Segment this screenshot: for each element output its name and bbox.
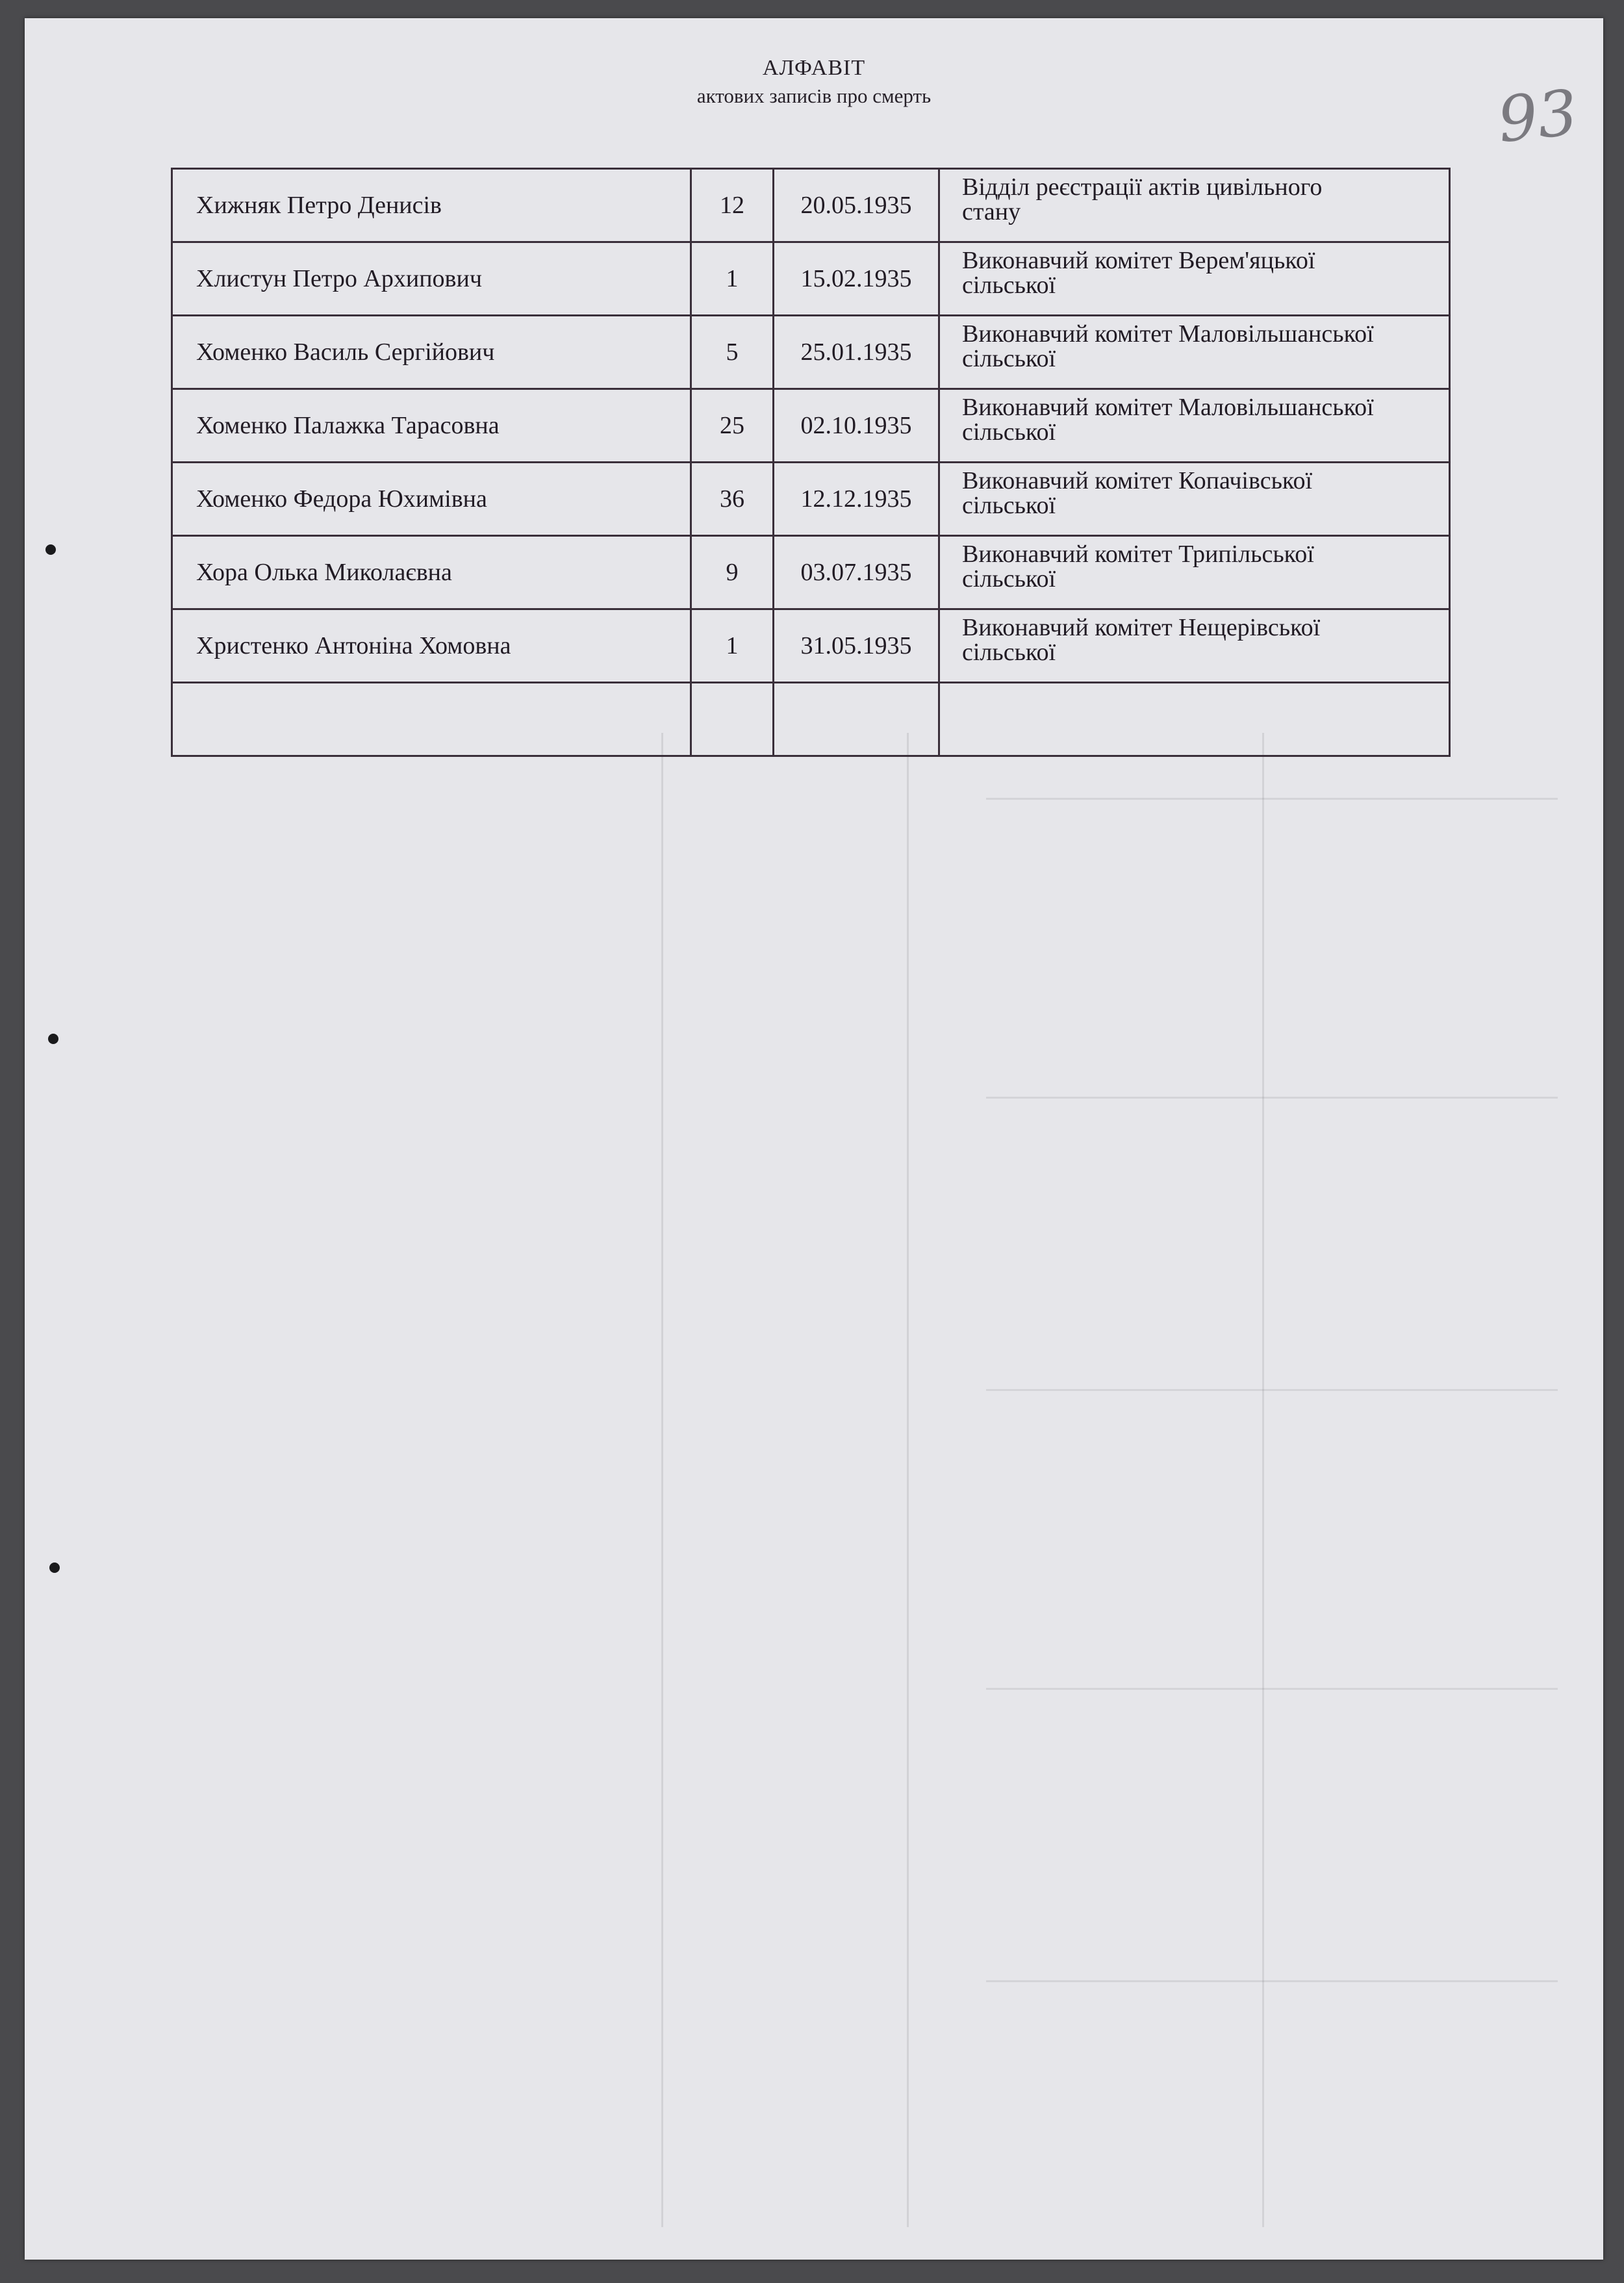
- deceased-name-cell: Хижняк Петро Денисів: [172, 169, 691, 242]
- record-date-cell: 31.05.1935: [774, 609, 939, 683]
- registering-body-line1: Виконавчий комітет Нещерівської: [962, 614, 1321, 641]
- registering-body-line1: Виконавчий комітет Маловільшанської: [962, 394, 1374, 421]
- bleed-through-line: [907, 733, 909, 2227]
- registering-body-cell: [939, 316, 1450, 389]
- record-date-cell: 25.01.1935: [774, 316, 939, 389]
- record-date-cell: 15.02.1935: [774, 242, 939, 316]
- record-number-cell: 1: [691, 609, 774, 683]
- registering-body-line2: сільської: [962, 345, 1056, 372]
- registering-body-cell: [939, 242, 1450, 316]
- record-number-cell: 5: [691, 316, 774, 389]
- record-date-cell: 02.10.1935: [774, 389, 939, 463]
- registering-body-line1: Виконавчий комітет Верем'яцької: [962, 247, 1315, 274]
- bleed-through-line: [986, 1097, 1558, 1099]
- deceased-name-cell: Хоменко Палажка Тарасовна: [172, 389, 691, 463]
- record-number-cell: 12: [691, 169, 774, 242]
- record-date-cell: 03.07.1935: [774, 536, 939, 609]
- record-date-cell: [774, 683, 939, 756]
- table-row: [172, 609, 1450, 683]
- table-row: [172, 316, 1450, 389]
- bleed-through-line: [986, 1389, 1558, 1391]
- deceased-name-cell: Христенко Антоніна Хомовна: [172, 609, 691, 683]
- registering-body-line1: Виконавчий комітет Трипільської: [962, 541, 1314, 568]
- registering-body-cell: [939, 169, 1450, 242]
- registering-body-cell: [939, 389, 1450, 463]
- document-title: АЛФАВІТ: [762, 56, 866, 80]
- binder-hole-mark: [49, 1562, 60, 1573]
- bleed-through-line: [986, 1688, 1558, 1690]
- document-subtitle: актових записів про смерть: [696, 84, 932, 107]
- record-number-cell: 1: [691, 242, 774, 316]
- deceased-name-cell: Хлистун Петро Архипович: [172, 242, 691, 316]
- binder-hole-mark: [45, 544, 56, 555]
- bleed-through-line: [661, 733, 663, 2227]
- binder-hole-mark: [48, 1034, 58, 1044]
- registering-body-cell: [939, 463, 1450, 536]
- death-records-table: [171, 168, 1451, 757]
- registering-body-cell: [939, 609, 1450, 683]
- bleed-through-line: [986, 1980, 1558, 1982]
- deceased-name-cell: [172, 683, 691, 756]
- bleed-through-line: [986, 798, 1558, 800]
- record-number-cell: 9: [691, 536, 774, 609]
- registering-body-line1: Виконавчий комітет Копачівської: [962, 467, 1312, 494]
- table-row: [172, 463, 1450, 536]
- table-row: [172, 242, 1450, 316]
- record-date-cell: 12.12.1935: [774, 463, 939, 536]
- registering-body-line2: сільської: [962, 492, 1056, 519]
- registering-body-line2: сільської: [962, 639, 1056, 666]
- bleed-through-line: [1262, 733, 1264, 2227]
- registering-body-line1: Відділ реєстрації актів цивільного: [962, 173, 1323, 201]
- table-row-empty: [172, 683, 1450, 756]
- registering-body-cell: [939, 683, 1450, 756]
- registering-body-line2: сільської: [962, 272, 1056, 299]
- deceased-name-cell: Хоменко Федора Юхимівна: [172, 463, 691, 536]
- deceased-name-cell: Хоменко Василь Сергійович: [172, 316, 691, 389]
- deceased-name-cell: Хора Олька Миколаєвна: [172, 536, 691, 609]
- record-number-cell: [691, 683, 774, 756]
- table-row: [172, 169, 1450, 242]
- table-row: [172, 389, 1450, 463]
- registering-body-line1: Виконавчий комітет Маловільшанської: [962, 320, 1374, 348]
- registering-body-line2: стану: [962, 198, 1021, 225]
- registering-body-line2: сільської: [962, 418, 1056, 446]
- record-number-cell: 36: [691, 463, 774, 536]
- record-date-cell: 20.05.1935: [774, 169, 939, 242]
- table-row: [172, 536, 1450, 609]
- registering-body-cell: [939, 536, 1450, 609]
- document-page: [25, 18, 1603, 2260]
- handwritten-page-number: 93: [1494, 75, 1581, 157]
- record-number-cell: 25: [691, 389, 774, 463]
- registering-body-line2: сільської: [962, 565, 1056, 593]
